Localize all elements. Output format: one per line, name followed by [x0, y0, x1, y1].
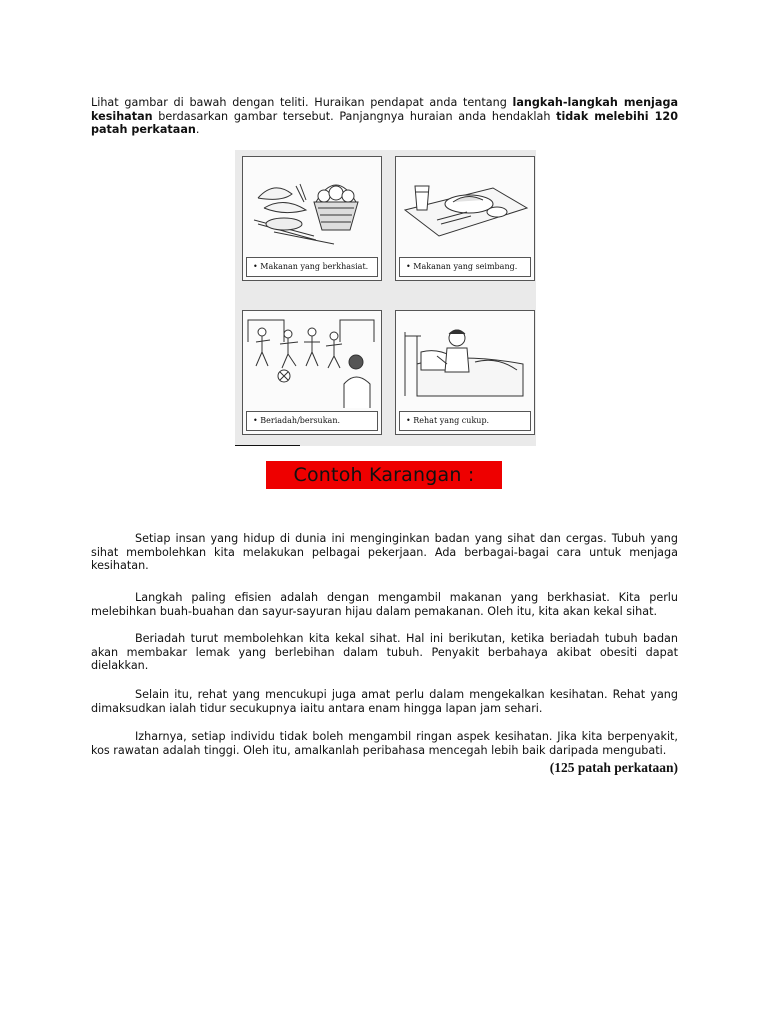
essay-title: Contoh Karangan :: [266, 461, 502, 489]
caption: • Makanan yang seimbang.: [399, 257, 531, 277]
caption: • Makanan yang berkhasiat.: [246, 257, 378, 277]
meal-tray-icon: [397, 158, 533, 254]
sleeping-bed-icon: [397, 312, 533, 408]
essay-paragraph-2: Langkah paling efisien adalah dengan mengambil makanan yang berkhasiat. Kita perlu melebihkan buah-buahan dan sayur-sayuran hijau dalam pemakanan. Oleh itu, kita akan kekal sihat.: [91, 591, 678, 618]
essay-paragraph-4: Selain itu, rehat yang mencukupi juga amat perlu dalam mengekalkan kesihatan. Rehat yang dimaksudkan ialah tidur secukupnya iaitu antara enam hingga lapan jam sehari.: [91, 688, 678, 715]
instructions-bold-topic: langkah-langkah menjaga kesihatan: [91, 96, 679, 123]
instructions: [91, 96, 678, 137]
illustration-figure: [235, 150, 536, 446]
panel-nutritious-food: [242, 156, 382, 281]
caption: • Beriadah/bersukan.: [246, 411, 378, 431]
essay-paragraph-3: Beriadah turut membolehkan kita kekal sihat. Hal ini berikutan, ketika beriadah tubuh badan akan membakar lemak yang berlebihan dalam tubuh. Penyakit berbahaya akibat obesiti dapat dielakkan.: [91, 632, 678, 673]
fruit-basket-icon: [244, 158, 380, 254]
instructions-text-2: berdasarkan gambar tersebut. Panjangnya huraian anda hendaklah: [152, 109, 557, 123]
caption: • Rehat yang cukup.: [399, 411, 531, 431]
instructions-text-3: .: [195, 123, 200, 137]
football-players-icon: [244, 312, 380, 408]
panel-balanced-meal: [395, 156, 535, 281]
essay-paragraph-5: Izharnya, setiap individu tidak boleh mengambil ringan aspek kesihatan. Jika kita berpenyakit, kos rawatan adalah tinggi. Oleh itu, amalkanlah peribahasa mencegah lebih baik daripada mengubati.: [91, 730, 678, 757]
panel-rest: [395, 310, 535, 435]
instructions-text-1: Lihat gambar di bawah dengan teliti. Huraikan pendapat anda tentang: [91, 96, 513, 109]
word-count: (125 patah perkataan): [549, 760, 678, 775]
essay-paragraph-1: Setiap insan yang hidup di dunia ini menginginkan badan yang sihat dan cergas. Tubuh yang sihat membolehkan kita melakukan pelbagai pekerjaan. Ada berbagai-bagai cara untuk menjaga kesihatan.: [91, 532, 678, 573]
divider: [235, 445, 300, 446]
panel-exercise: [242, 310, 382, 435]
instructions-bold-limit: tidak melebihi 120 patah perkataan: [91, 109, 678, 137]
